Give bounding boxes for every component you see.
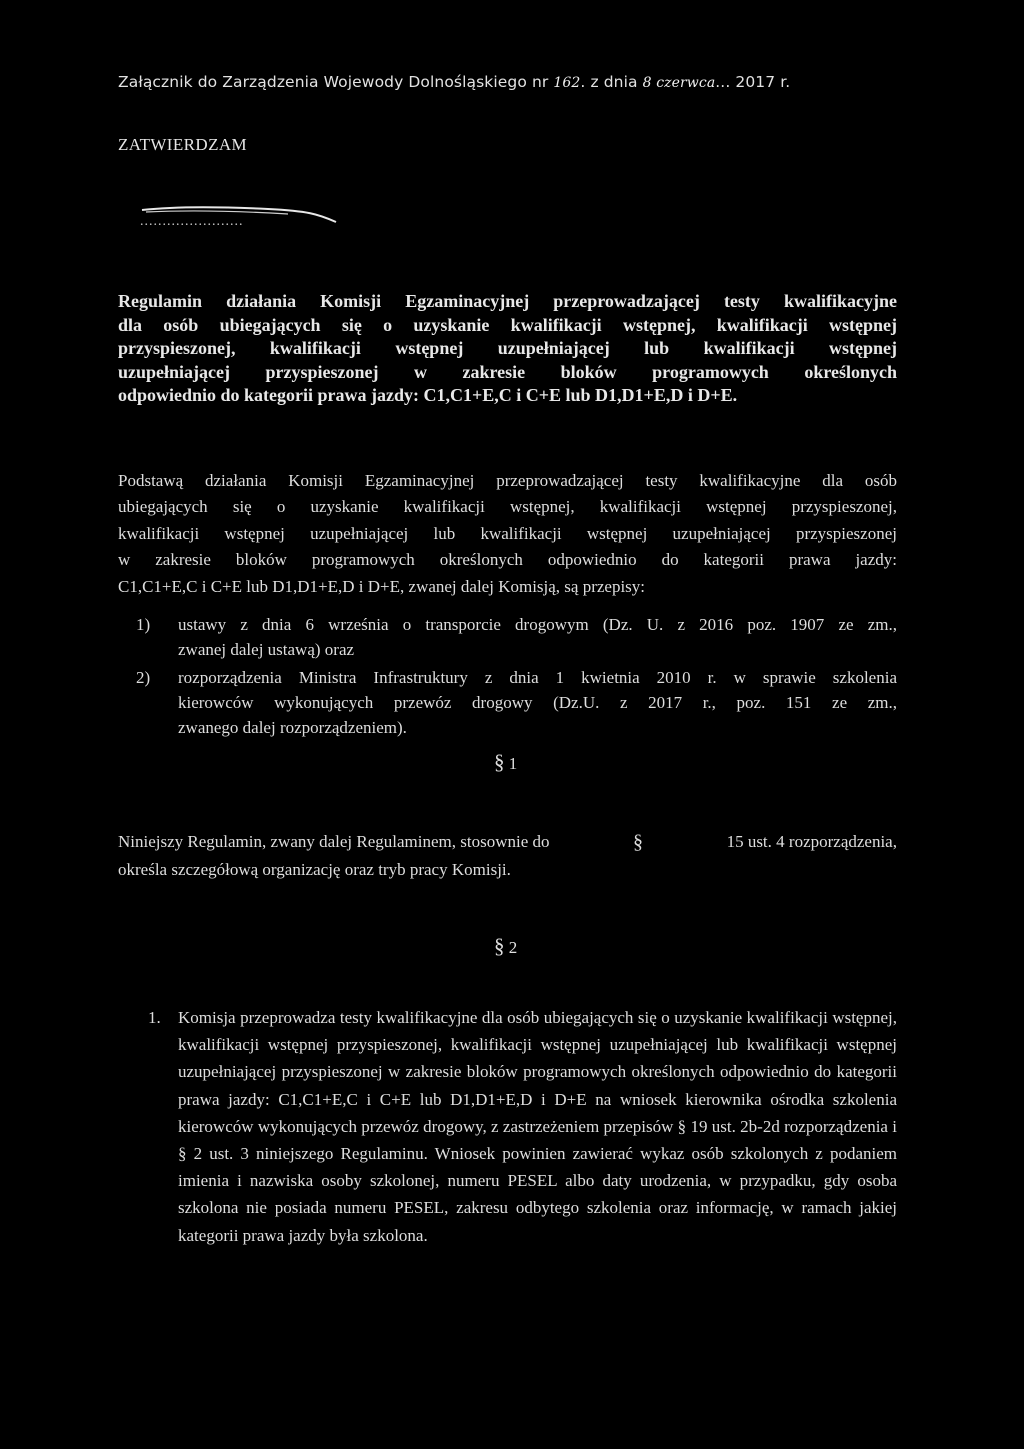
section-symbol: § xyxy=(494,934,505,958)
title-line: dla osób ubiegających się o uzyskanie kwalifikacji wstępnej, kwalifikacji wstępnej xyxy=(118,314,897,335)
approve-label: ZATWIERDZAM xyxy=(118,135,248,154)
basis-line: w zakresie bloków programowych określonych odpowiednio do kategorii prawa jazdy: xyxy=(118,550,897,570)
section-number: 2 xyxy=(508,938,518,957)
title-line: uzupełniającej przyspieszonej w zakresie bloków programowych określonych xyxy=(118,361,897,382)
document-title xyxy=(118,290,897,408)
list-item-line: kierowców wykonujących przewóz drogowy (Dz.U. z 2017 r., poz. 151 ze zm., xyxy=(178,693,897,712)
title-line: odpowiednio do kategorii prawa jazdy: C1,C1+E,C i C+E lub D1,D1+E,D i D+E. xyxy=(118,385,738,406)
basis-line: Podstawą działania Komisji Egzaminacyjnej przeprowadzającej testy kwalifikacyjne dla osób xyxy=(118,471,897,490)
paragraph-line: określa szczegółową organizację oraz tryb pracy Komisji. xyxy=(118,860,511,879)
section-symbol: § xyxy=(494,750,505,774)
paragraph-text: Niniejszy Regulamin, zwany dalej Regulaminem, stosownie do xyxy=(118,832,550,851)
list-item xyxy=(136,612,897,662)
list-item xyxy=(148,1004,897,1249)
basis-line: ubiegających się o uzyskanie kwalifikacji wstępnej, kwalifikacji wstępnej przyspieszonej, xyxy=(118,497,897,517)
annex-date-handwritten: 8 czerwca xyxy=(642,75,716,91)
basis-line: kwalifikacji wstępnej uzupełniającej lub kwalifikacji wstępnej uzupełniającej przyspieszonej xyxy=(118,523,897,543)
section-1-paragraph xyxy=(118,828,897,884)
section-symbol: § xyxy=(633,831,644,853)
annex-year: 2017 r. xyxy=(735,73,791,91)
basis-line: C1,C1+E,C i C+E lub D1,D1+E,D i D+E, zwanej dalej Komisją, są przepisy: xyxy=(118,576,646,596)
section-number: 1 xyxy=(508,754,518,773)
list-item-line: ustawy z dnia 6 września o transporcie drogowym (Dz. U. z 2016 poz. 1907 ze zm., xyxy=(178,615,897,634)
signature-dots: ....................... xyxy=(140,214,244,229)
paragraph-text: 15 ust. 4 rozporządzenia, xyxy=(726,832,897,851)
legal-basis-paragraph xyxy=(118,468,897,600)
annex-header: Załącznik do Zarządzenia Wojewody Dolnośląskiego nr 162. z dnia 8 czerwca... 2017 r. xyxy=(118,73,791,91)
list-item-line: zwanego dalej rozporządzeniem). xyxy=(178,718,407,737)
section-2-list xyxy=(148,1004,897,1249)
annex-date-prefix: z dnia xyxy=(590,73,638,91)
list-item xyxy=(136,665,897,740)
annex-number-handwritten: 162 xyxy=(553,75,581,91)
list-item-text: Komisja przeprowadza testy kwalifikacyjne dla osób ubiegających się o uzyskanie kwalifikacji wstępnej, kwalifikacji wstępnej przyspieszonej, kwalifikacji wstępnej uzupełniającej lub kwalifikacji wstępnej uzupełniającej przyspieszonej w zakresie bloków programowych określonych odpowiednio do kategorii prawa jazdy: C1,C1+E,C i C+E lub D1,D1+E,D i D+E na wniosek kierownika ośrodka szkolenia kierowców wykonujących przewóz drogowy, z zastrzeżeniem przepisów § 19 ust. 2b-2d rozporządzenia i § 2 ust. 3 niniejszego Regulaminu. Wniosek powinien zawierać wykaz osób szkolonych z podaniem imienia i nazwiska osoby szkolonej, numeru PESEL albo daty urodzenia, w przypadku, gdy osoba szkolona nie posiada numeru PESEL, zakresu odbytego szkolenia oraz informację, w ramach jakiej kategorii prawa jazdy była szkolona. xyxy=(178,1008,897,1245)
legal-basis-list xyxy=(136,612,897,743)
list-item-number: 1) xyxy=(136,615,151,634)
list-item-number: 1. xyxy=(148,1008,161,1027)
list-item-number: 2) xyxy=(136,668,151,687)
list-item-line: zwanej dalej ustawą) oraz xyxy=(178,640,355,659)
section-heading-2 xyxy=(494,934,517,959)
title-line: przyspieszonej, kwalifikacji wstępnej uzupełniającej lub kwalifikacji wstępnej xyxy=(118,338,897,359)
title-line: Regulamin działania Komisji Egzaminacyjnej przeprowadzającej testy kwalifikacyjne xyxy=(118,291,897,311)
paragraph-line xyxy=(118,828,897,856)
section-heading-1 xyxy=(494,750,517,775)
list-item-line: rozporządzenia Ministra Infrastruktury z dnia 1 kwietnia 2010 r. w sprawie szkolenia xyxy=(178,668,897,687)
annex-text: Załącznik do Zarządzenia Wojewody Dolnośląskiego nr xyxy=(118,73,549,91)
